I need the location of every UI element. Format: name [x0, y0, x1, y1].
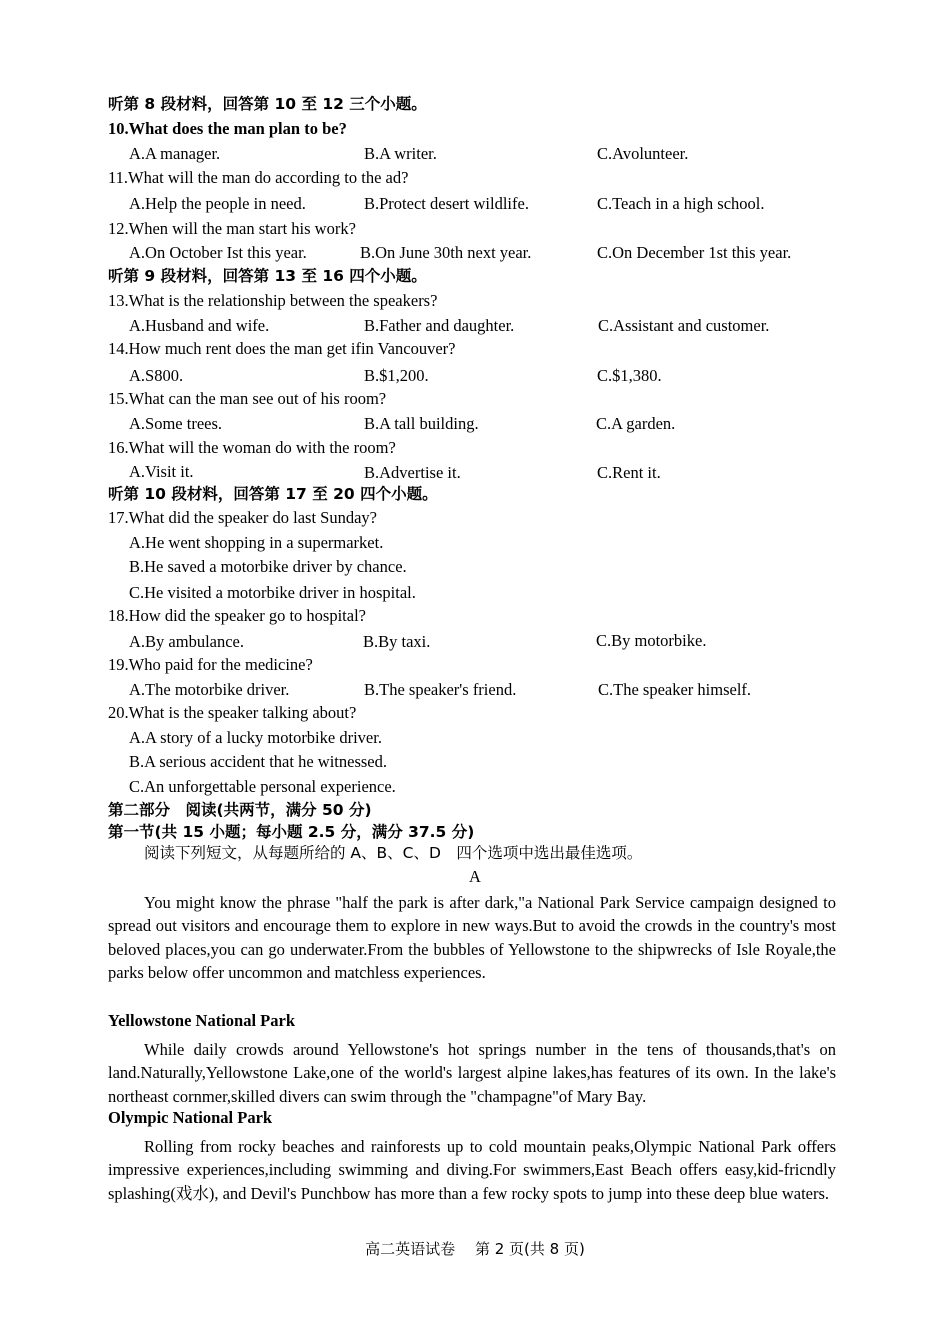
- question-20: 20.What is the speaker talking about?: [108, 703, 357, 722]
- option-11b: B.Protect desert wildlife.: [364, 194, 529, 213]
- option-13c: C.Assistant and customer.: [598, 316, 770, 335]
- passage-heading-olympic: Olympic National Park: [108, 1108, 273, 1127]
- option-10c: C.Avolunteer.: [597, 144, 689, 163]
- section-heading-9: 听第 9 段材料，回答第 13 至 16 四个小题。: [108, 267, 427, 285]
- question-16: 16.What will the woman do with the room?: [108, 438, 396, 457]
- option-19c: C.The speaker himself.: [598, 680, 752, 699]
- question-19: 19.Who paid for the medicine?: [108, 655, 313, 674]
- question-10: 10.What does the man plan to be?: [108, 119, 347, 138]
- option-11c: C.Teach in a high school.: [597, 194, 765, 213]
- option-12a: A.On October Ist this year.: [129, 243, 307, 262]
- option-20c: C.An unforgettable personal experience.: [129, 777, 396, 796]
- passage-heading-yellowstone: Yellowstone National Park: [108, 1011, 295, 1030]
- option-10b: B.A writer.: [364, 144, 437, 163]
- part2-instruction: 阅读下列短文，从每题所给的 A、B、C、D 四个选项中选出最佳选项。: [144, 844, 643, 862]
- option-16b: B.Advertise it.: [364, 463, 461, 482]
- question-11: 11.What will the man do according to the ad?: [108, 168, 409, 187]
- section-heading-8: 听第 8 段材料，回答第 10 至 12 三个小题。: [108, 95, 427, 113]
- passage-intro: You might know the phrase "half the park is after dark,"a National Park Service campaign designed to spread out visitors and encourage them to explore in new ways.But to avoid the crowds in the country's most beloved places,you can go underwater.From the bubbles of Yellowstone to the shipwrecks of Isle Royale,the parks below offer uncommon and matchless experiences.: [108, 893, 836, 982]
- option-15b: B.A tall building.: [364, 414, 479, 433]
- section-heading-10: 听第 10 段材料，回答第 17 至 20 四个小题。: [108, 485, 438, 503]
- option-17c: C.He visited a motorbike driver in hospital.: [129, 583, 416, 602]
- question-18: 18.How did the speaker go to hospital?: [108, 606, 366, 625]
- option-13a: A.Husband and wife.: [129, 316, 270, 335]
- option-19b: B.The speaker's friend.: [364, 680, 517, 699]
- option-20a: A.A story of a lucky motorbike driver.: [129, 728, 382, 747]
- option-18c: C.By motorbike.: [596, 631, 707, 650]
- question-12: 12.When will the man start his work?: [108, 219, 356, 238]
- passage-olympic: Rolling from rocky beaches and rainforests up to cold mountain peaks,Olympic National Park offers impressive experiences,including swimming and diving.For swimmers,East Beach offers easy,kid-fricndly splashing(戏水), and Devil's Punchbow has more than a few rocky spots to jump into these deep blue waters.: [108, 1137, 836, 1203]
- option-20b: B.A serious accident that he witnessed.: [129, 752, 387, 771]
- option-14b: B.$1,200.: [364, 366, 429, 385]
- option-17a: A.He went shopping in a supermarket.: [129, 533, 384, 552]
- question-15: 15.What can the man see out of his room?: [108, 389, 387, 408]
- option-15a: A.Some trees.: [129, 414, 223, 433]
- option-14a: A.S800.: [129, 366, 184, 385]
- option-18a: A.By ambulance.: [129, 632, 245, 651]
- question-13: 13.What is the relationship between the speakers?: [108, 291, 438, 310]
- part2-section1: 第一节(共 15 小题；每小题 2.5 分，满分 37.5 分): [108, 823, 475, 841]
- question-17: 17.What did the speaker do last Sunday?: [108, 508, 377, 527]
- option-16c: C.Rent it.: [597, 463, 661, 482]
- option-13b: B.Father and daughter.: [364, 316, 515, 335]
- option-10a: A.A manager.: [129, 144, 221, 163]
- option-11a: A.Help the people in need.: [129, 194, 306, 213]
- option-18b: B.By taxi.: [363, 632, 431, 651]
- option-14c: C.$1,380.: [597, 366, 662, 385]
- option-17b: B.He saved a motorbike driver by chance.: [129, 557, 407, 576]
- option-12b: B.On June 30th next year.: [360, 243, 532, 262]
- option-16a: A.Visit it.: [129, 462, 194, 481]
- page-footer: 高二英语试卷 第 2 页(共 8 页): [365, 1240, 585, 1258]
- passage-label: A: [469, 867, 481, 886]
- passage-yellowstone: While daily crowds around Yellowstone's hot springs number in the tens of thousands,that's on land.Naturally,Yellowstone Lake,one of the world's largest alpine lakes,has features of its own. In the lake's northeast cornmer,skilled divers can swim through the "champagne"of Mary Bay.: [108, 1040, 836, 1106]
- option-12c: C.On December 1st this year.: [597, 243, 792, 262]
- part2-title: 第二部分 阅读(共两节，满分 50 分): [108, 801, 372, 819]
- question-14: 14.How much rent does the man get ifin Vancouver?: [108, 339, 456, 358]
- option-15c: C.A garden.: [596, 414, 676, 433]
- option-19a: A.The motorbike driver.: [129, 680, 290, 699]
